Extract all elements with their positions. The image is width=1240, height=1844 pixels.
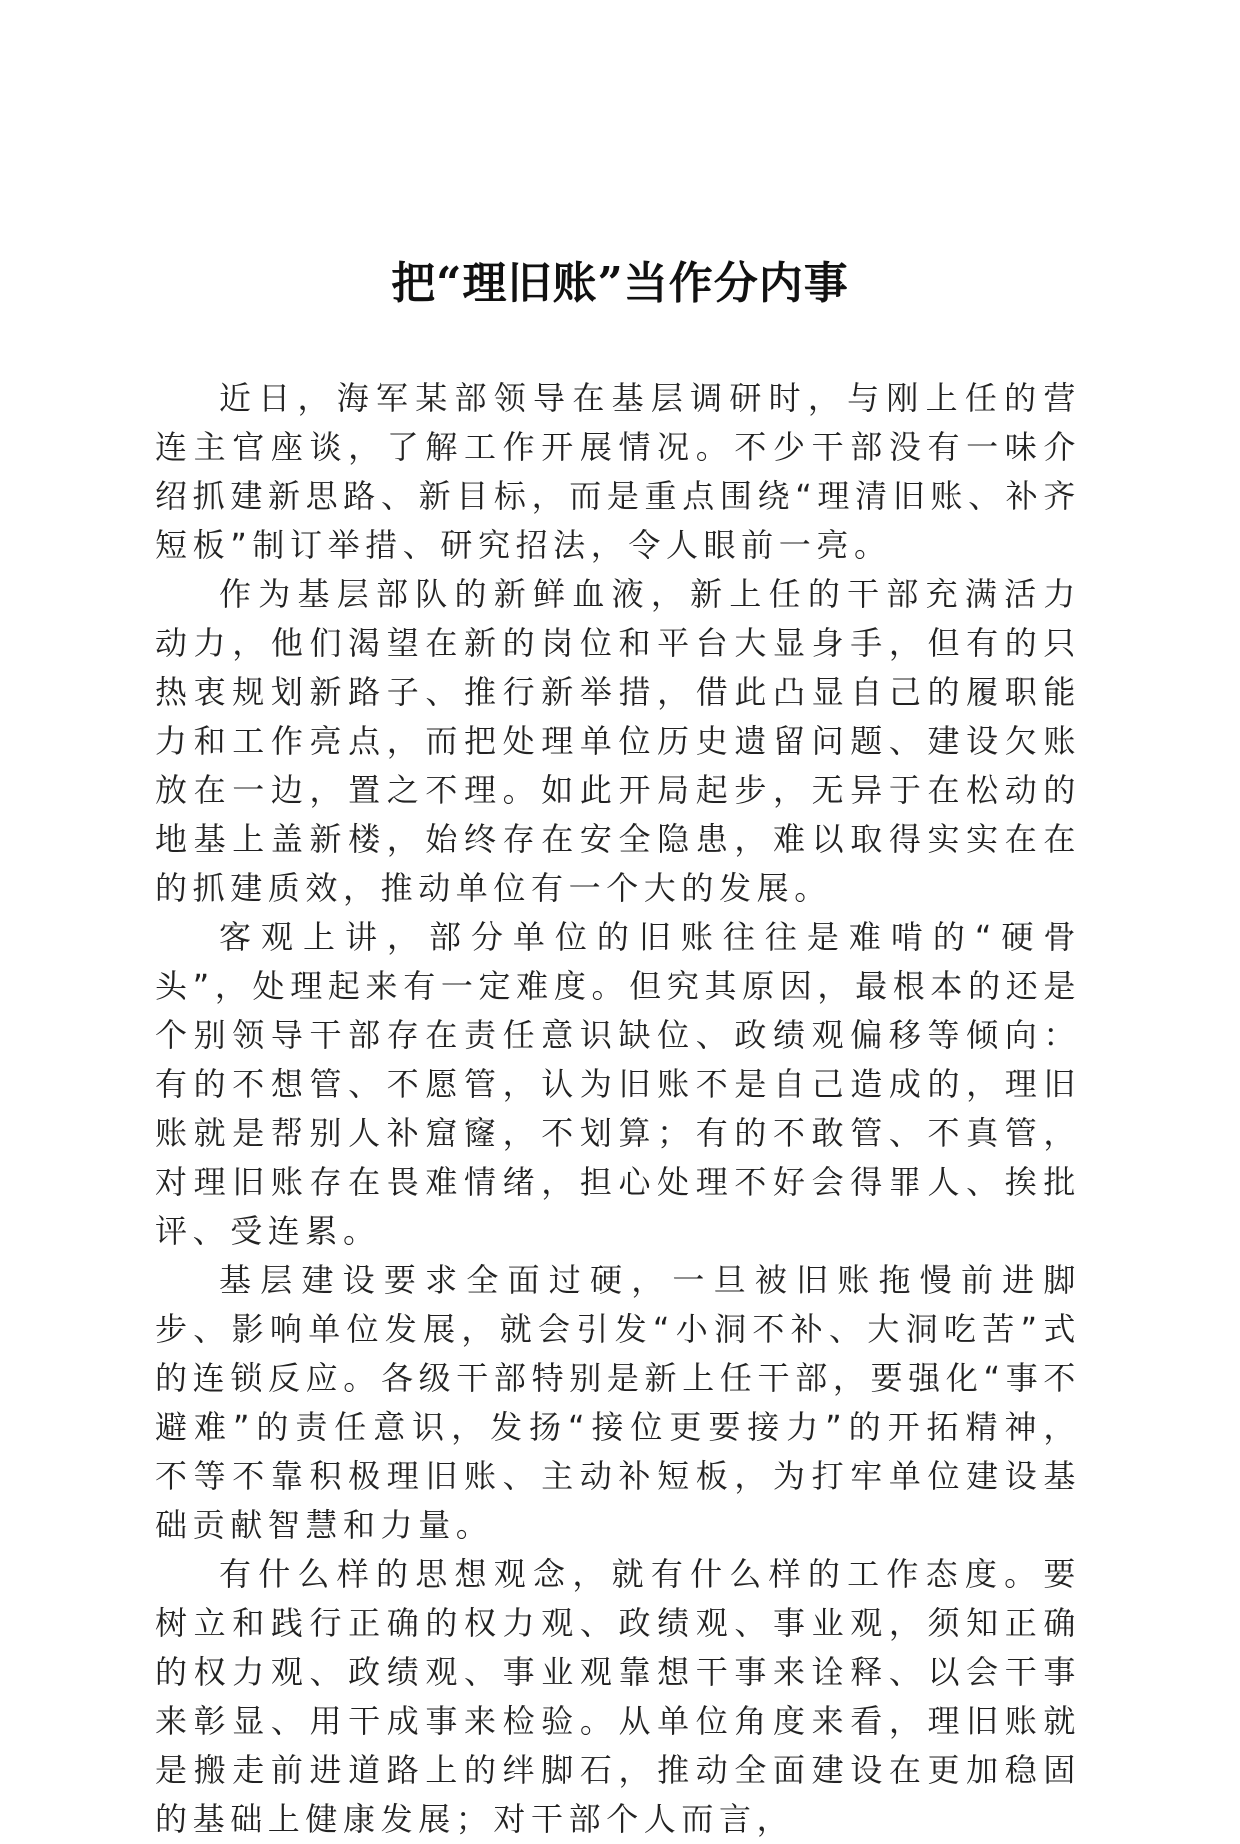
paragraph-1: 近日，海军某部领导在基层调研时，与刚上任的营连主官座谈，了解工作开展情况。不少干部没有一味介绍抓建新思路、新目标，而是重点围绕“理清旧账、补齐短板”制订举措、研究招法，令人眼前一亮。 bbox=[155, 379, 1081, 564]
document-body bbox=[155, 374, 1081, 1844]
paragraph-5: 有什么样的思想观念，就有什么样的工作态度。要树立和践行正确的权力观、政绩观、事业观，须知正确的权力观、政绩观、事业观靠想干事来诠释、以会干事来彰显、用干成事来检验。从单位角度来看，理旧账就是搬走前进道路上的绊脚石，推动全面建设在更加稳固的基础上健康发展；对干部个人而言， bbox=[155, 1555, 1081, 1838]
paragraph-3: 客观上讲，部分单位的旧账往往是难啃的“硬骨头”，处理起来有一定难度。但究其原因，最根本的还是个别领导干部存在责任意识缺位、政绩观偏移等倾向：有的不想管、不愿管，认为旧账不是自己造成的，理旧账就是帮别人补窟窿，不划算；有的不敢管、不真管，对理旧账存在畏难情绪，担心处理不好会得罪人、挨批评、受连累。 bbox=[155, 918, 1081, 1250]
paragraph-2: 作为基层部队的新鲜血液，新上任的干部充满活力动力，他们渴望在新的岗位和平台大显身手，但有的只热衷规划新路子、推行新举措，借此凸显自己的履职能力和工作亮点，而把处理单位历史遗留问题、建设欠账放在一边，置之不理。如此开局起步，无异于在松动的地基上盖新楼，始终存在安全隐患，难以取得实实在在的抓建质效，推动单位有一个大的发展。 bbox=[155, 575, 1081, 907]
document-title: 把“理旧账”当作分内事 bbox=[391, 258, 849, 309]
paragraph-4: 基层建设要求全面过硬，一旦被旧账拖慢前进脚步、影响单位发展，就会引发“小洞不补、大洞吃苦”式的连锁反应。各级干部特别是新上任干部，要强化“事不避难”的责任意识，发扬“接位更要接力”的开拓精神，不等不靠积极理旧账、主动补短板，为打牢单位建设基础贡献智慧和力量。 bbox=[155, 1261, 1081, 1544]
